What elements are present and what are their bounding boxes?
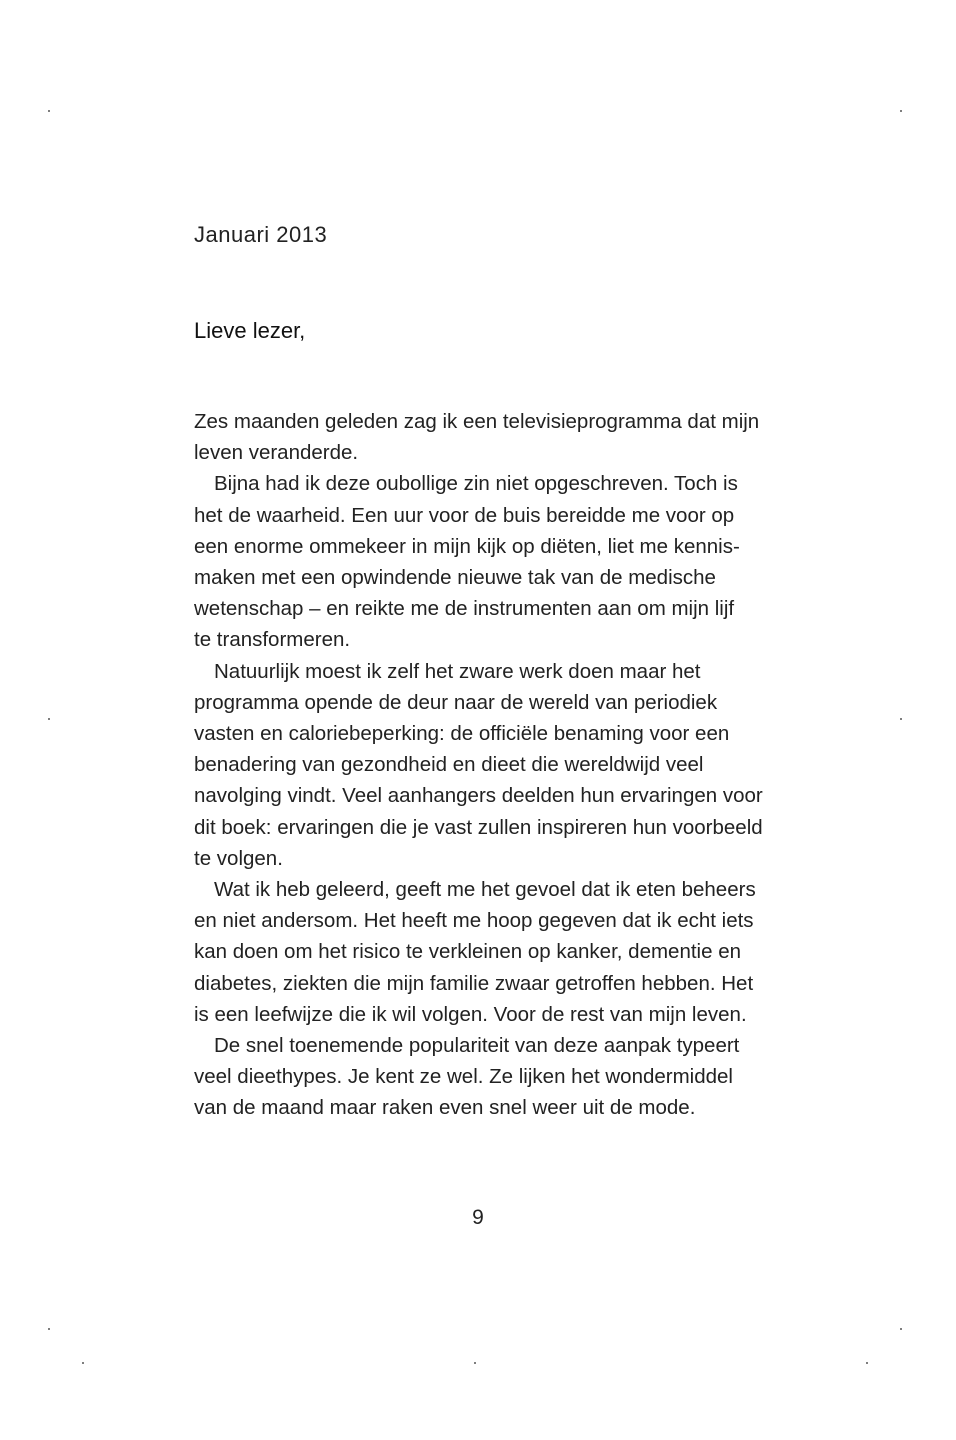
body-line: dit boek: ervaringen die je vast zullen inspireren hun voorbeeld [194,815,763,839]
body-line: Natuurlijk moest ik zelf het zware werk doen maar het [214,659,701,683]
body-line: te transformeren. [194,628,351,652]
body-line: maken met een opwindende nieuwe tak van de medische [194,566,716,590]
body-line: wetenschap – en reikte me de instrumenten aan om mijn lijf [194,597,735,621]
body-line: het de waarheid. Een uur voor de buis bereidde me voor op [194,503,735,527]
body-line: programma opende de deur naar de wereld van periodiek [194,690,718,714]
page-number: 9 [472,1206,484,1229]
body-line: een enorme ommekeer in mijn kijk op diëten, liet me kennis- [194,534,740,558]
crop-mark [48,110,50,112]
body-line: en niet andersom. Het heeft me hoop gegeven dat ik echt iets [194,909,754,933]
body-line: Zes maanden geleden zag ik een televisieprogramma dat mijn [194,410,760,433]
crop-mark [48,718,50,720]
body-line: leven veranderde. [194,441,359,465]
crop-mark [900,1328,902,1330]
body-line: benadering van gezondheid en dieet die wereldwijd veel [194,753,704,777]
crop-mark [866,1362,868,1364]
crop-mark [48,1328,50,1330]
body-line: is een leefwijze die ik wil volgen. Voor de rest van mijn leven. [194,1002,747,1026]
body-line: De snel toenemende populariteit van deze aanpak typeert [214,1034,740,1058]
letter-date: Januari 2013 [194,222,328,247]
body-line: vasten en caloriebeperking: de officiële benaming voor een [194,722,730,746]
crop-mark [474,1362,476,1364]
body-line: te volgen. [194,846,283,870]
body-line: Wat ik heb geleerd, geeft me het gevoel dat ik eten beheers [214,878,756,902]
body-line: Bijna had ik deze oubollige zin niet opgeschreven. Toch is [214,472,738,496]
body-line: van de maand maar raken even snel weer uit de mode. [194,1096,696,1120]
body-line: kan doen om het risico te verkleinen op kanker, dementie en [194,940,741,964]
letter-body [194,406,774,1124]
body-line: navolging vindt. Veel aanhangers deelden hun ervaringen voor [194,784,763,808]
body-line: veel dieethypes. Je kent ze wel. Ze lijken het wondermiddel [194,1065,733,1089]
crop-mark [900,718,902,720]
crop-mark [82,1362,84,1364]
letter-salutation: Lieve lezer, [194,318,306,343]
body-line: diabetes, ziekten die mijn familie zwaar getroffen hebben. Het [194,971,754,995]
crop-mark [900,110,902,112]
